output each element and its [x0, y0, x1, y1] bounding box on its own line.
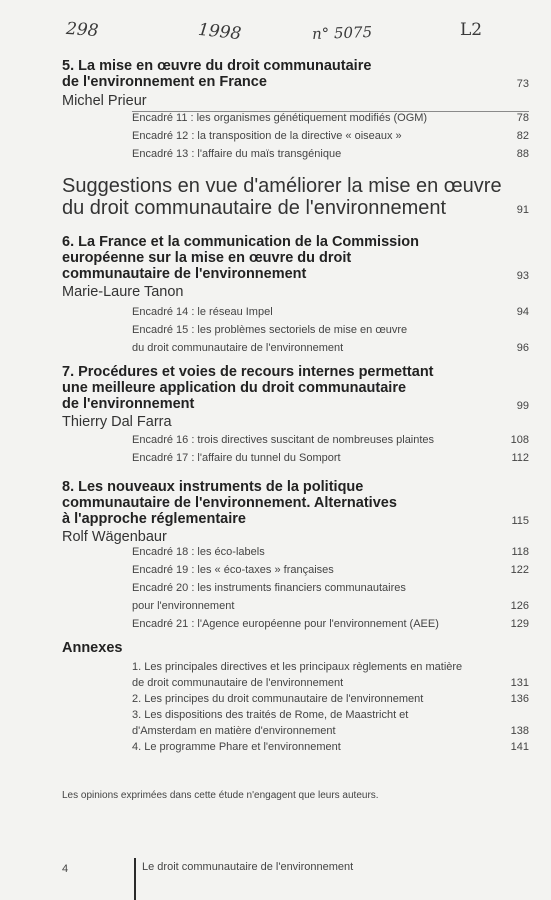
encadre-item: Encadré 18 : les éco-labels [132, 546, 265, 558]
encadre-page: 122 [510, 564, 529, 576]
annex-page: 136 [510, 693, 529, 705]
section-8-page: 115 [511, 515, 529, 527]
section-5-title: 5. La mise en œuvre du droit communautaire de l'environnement en France [62, 58, 372, 90]
annex-item: 3. Les dispositions des traités de Rome, de Maastricht et d'Amsterdam en matière d'environnement [132, 709, 409, 737]
section-5-page: 73 [516, 78, 529, 90]
annex-item: 4. Le programme Phare et l'environnement [132, 741, 341, 753]
section-6-title: 6. La France et la communication de la Commission européenne sur la mise en œuvre du droit communautaire de l'environnement [62, 234, 419, 282]
footer-page-number: 4 [62, 863, 69, 875]
section-8-author: Rolf Wägenbaur [62, 529, 167, 545]
encadre-item: Encadré 15 : les problèmes sectoriels de mise en œuvre du droit communautaire de l'environnement [132, 324, 408, 354]
annex-item: 1. Les principales directives et les principaux règlements en matière de droit communautaire de l'environnement [132, 661, 463, 689]
section-6-author: Marie-Laure Tanon [62, 284, 184, 300]
encadre-item: Encadré 19 : les « éco-taxes » françaises [132, 564, 334, 576]
encadre-page: 88 [516, 148, 529, 160]
handwritten-mark-1: 298 [65, 18, 100, 42]
encadre-page: 112 [511, 452, 529, 464]
handwritten-mark-4: L2 [460, 20, 483, 40]
disclaimer: Les opinions exprimées dans cette étude n'engagent que leurs auteurs. [62, 790, 379, 801]
annex-page: 138 [510, 725, 529, 737]
encadre-item: Encadré 16 : trois directives suscitant de nombreuses plaintes [132, 434, 435, 446]
annex-page: 141 [510, 741, 529, 753]
encadre-item: Encadré 13 : l'affaire du maïs transgénique [132, 148, 342, 160]
annex-page: 131 [510, 677, 529, 689]
encadre-page: 126 [510, 600, 529, 612]
encadre-page: 96 [516, 342, 529, 354]
annexes-title: Annexes [62, 640, 123, 656]
suggestions-heading: Suggestions en vue d'améliorer la mise en œuvre du droit communautaire de l'environnement [62, 175, 502, 219]
encadre-page: 118 [511, 546, 529, 558]
encadre-page: 108 [510, 434, 529, 446]
section-5-author: Michel Prieur [62, 93, 147, 109]
encadre-item: Encadré 14 : le réseau Impel [132, 306, 273, 318]
encadre-item: Encadré 21 : l'Agence européenne pour l'environnement (AEE) [132, 618, 439, 630]
encadre-item: Encadré 20 : les instruments financiers communautaires pour l'environnement [132, 582, 406, 612]
footer-rule [134, 858, 136, 900]
handwritten-mark-3: n° 5075 [311, 22, 373, 44]
section-6-page: 93 [516, 270, 529, 282]
encadre-item: Encadré 11 : les organismes génétiquement modifiés (OGM) [132, 112, 428, 124]
section-7-author: Thierry Dal Farra [62, 414, 172, 430]
encadre-page: 82 [516, 130, 529, 142]
footer-title: Le droit communautaire de l'environnement [142, 861, 354, 873]
encadre-item: Encadré 17 : l'affaire du tunnel du Somport [132, 452, 341, 464]
section-8-title: 8. Les nouveaux instruments de la politique communautaire de l'environnement. Alternatives à l'approche réglementaire [62, 479, 397, 527]
handwritten-mark-2: 1998 [197, 19, 243, 45]
section-7-title: 7. Procédures et voies de recours internes permettant une meilleure application du droit communautaire de l'environnement [62, 364, 434, 412]
suggestions-page: 91 [516, 204, 529, 216]
encadre-page: 129 [510, 618, 529, 630]
encadre-page: 78 [516, 112, 529, 124]
annex-item: 2. Les principes du droit communautaire de l'environnement [132, 693, 424, 705]
section-7-page: 99 [516, 400, 529, 412]
encadre-page: 94 [516, 306, 529, 318]
encadre-item: Encadré 12 : la transposition de la directive « oiseaux » [132, 130, 402, 142]
